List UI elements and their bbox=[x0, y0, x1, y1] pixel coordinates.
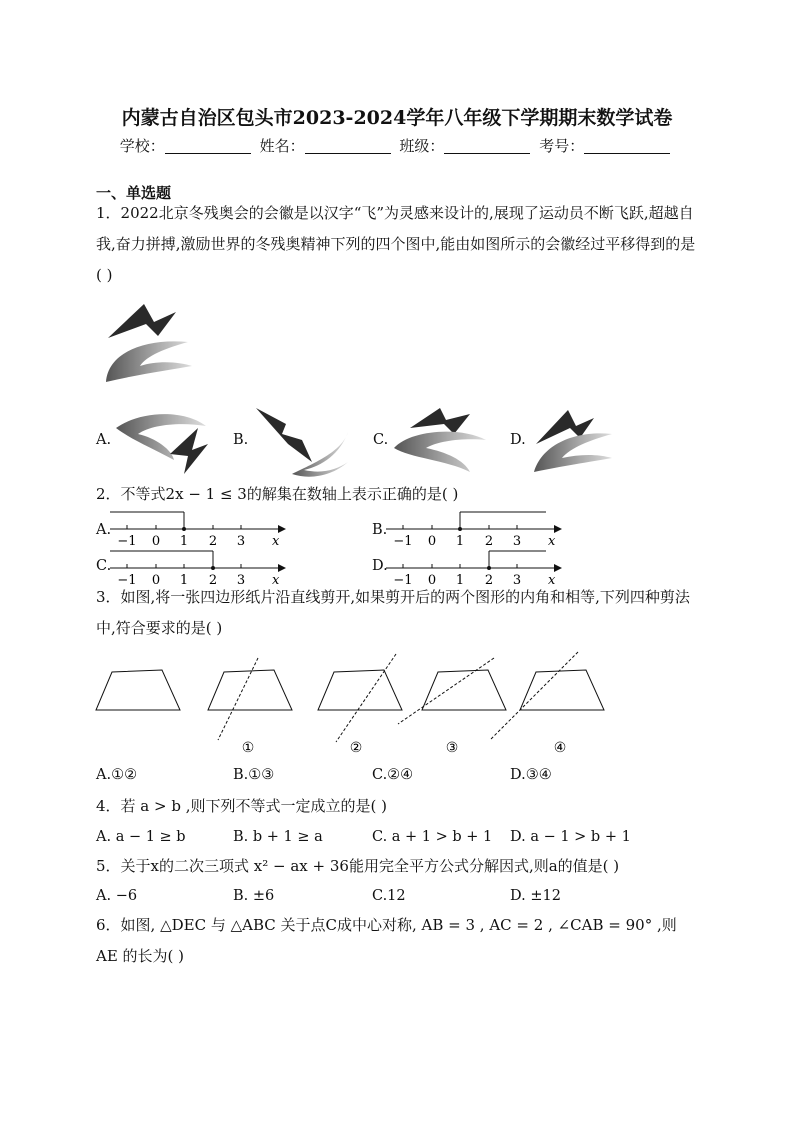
field-class-blank bbox=[444, 139, 530, 154]
q3-cut-figures bbox=[90, 650, 610, 760]
q1-option-c: C. bbox=[373, 432, 389, 448]
axis-label: x bbox=[548, 534, 556, 548]
q1-option-b: B. bbox=[233, 432, 249, 448]
figure-label-4: ④ bbox=[553, 740, 567, 756]
student-info-line bbox=[0, 135, 794, 156]
figure-label-3: ③ bbox=[445, 740, 459, 756]
field-name-label: 姓名： bbox=[259, 137, 305, 155]
tick-label: 2 bbox=[208, 534, 218, 548]
q4-option-c: C. a + 1 > b + 1 bbox=[372, 829, 493, 845]
cut-line-2 bbox=[336, 654, 396, 742]
tick-label: 1 bbox=[179, 573, 189, 587]
tick-label: 0 bbox=[151, 573, 161, 587]
quad-cut-3 bbox=[422, 670, 506, 710]
tick-label: 1 bbox=[455, 534, 465, 548]
tick-label: 1 bbox=[179, 534, 189, 548]
q1-option-b-figure bbox=[252, 404, 352, 478]
q4-option-b: B. b + 1 ≥ a bbox=[233, 829, 323, 845]
axis-label: x bbox=[548, 573, 556, 587]
q1-option-a: A. bbox=[96, 432, 112, 448]
tick-label: 3 bbox=[512, 534, 522, 548]
q3-option-b: B.①③ bbox=[233, 767, 275, 783]
axis-label: x bbox=[272, 534, 280, 548]
question-5-text: 5．关于x的二次三项式 x² − ax + 36能用完全平方公式分解因式,则a的值是( ) bbox=[96, 857, 620, 875]
q1-option-c-figure bbox=[390, 404, 490, 478]
q2-option-c: C. bbox=[96, 558, 112, 574]
field-school-label: 学校： bbox=[119, 137, 165, 155]
tick-label: 2 bbox=[484, 573, 494, 587]
q5-option-d: D. ±12 bbox=[510, 888, 561, 904]
tick-label: −1 bbox=[117, 573, 137, 587]
q2-option-d: D. bbox=[372, 558, 388, 574]
question-3-text: 3．如图,将一张四边形纸片沿直线剪开,如果剪开后的两个图形的内角和相等,下列四种剪法中,符合要求的是( ) bbox=[96, 588, 690, 637]
q1-option-a-figure bbox=[112, 404, 212, 478]
q2-option-b: B. bbox=[372, 522, 388, 538]
quad-cut-1 bbox=[208, 670, 292, 710]
tick-label: 0 bbox=[427, 573, 437, 587]
q5-option-a: A. −6 bbox=[96, 888, 138, 904]
quad-cut-2 bbox=[318, 670, 402, 710]
tick-label: 3 bbox=[236, 573, 246, 587]
tick-label: 0 bbox=[151, 534, 161, 548]
section-heading: 一、单选题 bbox=[96, 184, 172, 202]
figure-label-1: ① bbox=[241, 740, 255, 756]
field-school-blank bbox=[165, 139, 251, 154]
cut-line-3 bbox=[398, 658, 494, 724]
question-1-text: 1．2022北京冬残奥会的会徽是以汉字“飞”为灵感来设计的,展现了运动员不断飞跃,超越自我,奋力拼搏,激励世界的冬残奥精神下列的四个图中,能由如图所示的会徽经过平移得到的是( ) bbox=[96, 204, 696, 284]
tick-label: 3 bbox=[236, 534, 246, 548]
cut-line-4 bbox=[490, 652, 578, 740]
field-class-label: 班级： bbox=[399, 137, 445, 155]
q3-option-a: A.①② bbox=[96, 767, 138, 783]
q2-option-a: A. bbox=[96, 522, 112, 538]
field-number-blank bbox=[584, 139, 670, 154]
q4-option-d: D. a − 1 > b + 1 bbox=[510, 829, 631, 845]
tick-label: 2 bbox=[208, 573, 218, 587]
page-title: 内蒙古自治区包头市2023-2024学年八年级下学期期末数学试卷 bbox=[121, 107, 673, 129]
tick-label: 1 bbox=[455, 573, 465, 587]
cut-line-1 bbox=[218, 658, 258, 740]
quad-original bbox=[96, 670, 180, 710]
q5-option-c: C.12 bbox=[372, 888, 406, 904]
question-6-text: 6．如图, △DEC 与 △ABC 关于点C成中心对称, AB = 3 , AC = 2 , ∠CAB = 90° ,则 AE 的长为( ) bbox=[96, 916, 677, 965]
q4-option-a: A. a − 1 ≥ b bbox=[96, 829, 186, 845]
q3-option-d: D.③④ bbox=[510, 767, 552, 783]
q1-option-d: D. bbox=[510, 432, 526, 448]
question-2-text: 2．不等式2x − 1 ≤ 3的解集在数轴上表示正确的是( ) bbox=[96, 485, 459, 503]
question-4-text: 4．若 a > b ,则下列不等式一定成立的是( ) bbox=[96, 797, 387, 815]
q5-option-b: B. ±6 bbox=[233, 888, 275, 904]
field-number-label: 考号： bbox=[539, 137, 585, 155]
q2-option-a-numberline bbox=[110, 508, 290, 548]
emblem-figure bbox=[96, 300, 206, 392]
tick-label: −1 bbox=[117, 534, 137, 548]
quad-cut-4 bbox=[520, 670, 604, 710]
tick-label: 0 bbox=[427, 534, 437, 548]
q2-option-d-numberline bbox=[386, 547, 566, 587]
field-name-blank bbox=[305, 139, 391, 154]
q3-option-c: C.②④ bbox=[372, 767, 414, 783]
tick-label: 3 bbox=[512, 573, 522, 587]
tick-label: 2 bbox=[484, 534, 494, 548]
tick-label: −1 bbox=[393, 534, 413, 548]
q1-option-d-figure bbox=[528, 404, 628, 478]
q2-option-c-numberline bbox=[110, 547, 290, 587]
q2-option-b-numberline bbox=[386, 508, 566, 548]
figure-label-2: ② bbox=[349, 740, 363, 756]
tick-label: −1 bbox=[393, 573, 413, 587]
axis-label: x bbox=[272, 573, 280, 587]
